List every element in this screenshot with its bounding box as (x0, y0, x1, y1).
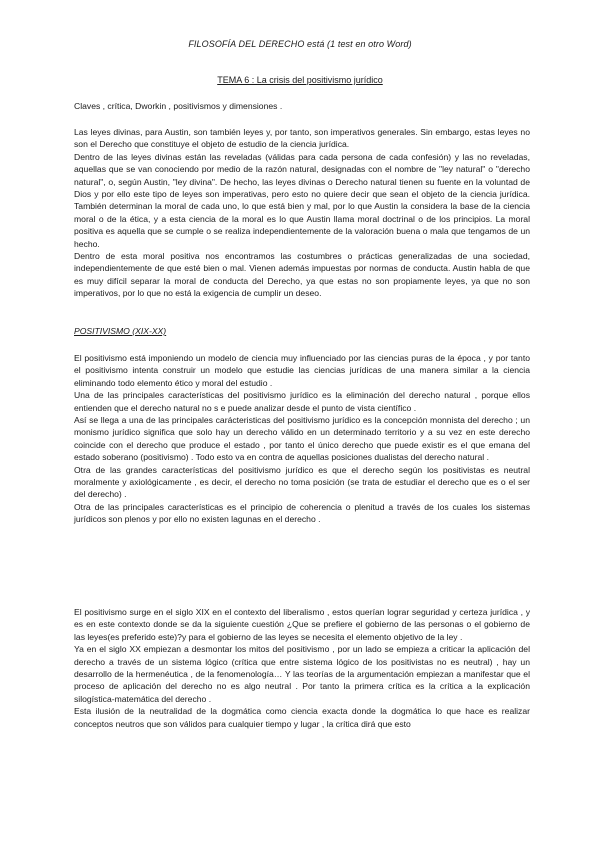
siglo-section (74, 606, 530, 730)
paragraph: El positivismo está imponiendo un modelo de ciencia muy influenciado por las ciencias puras de la época , y por tanto el positivismo intenta construir un modelo que estudie las ciencias jurídicas de una manera similar a la ciencia eliminando todo elemento ético y moral del estudio . (74, 353, 530, 388)
paragraph: Dentro de las leyes divinas están las reveladas (válidas para cada persona de cada confesión) y las no reveladas, aquellas que se van conociendo por medio de la razón natural, designadas con el nombre de "ley natural" o "derecho natural", o, según Austin, "ley divina". De hecho, las leyes divinas o Derecho natural tienen su fuente en la voluntad de Dios y por ello este tipo de leyes son imperativas, pero esto no quiere decir que sean el objeto de la ciencia jurídica. También determinan la moral de cada uno, lo que está bien y mal, por lo que Austin la considera la base de la ciencia moral o de la ética, y a esta ciencia de la moral es lo que Austin llama moral doctrinal o de los principios. La moral positiva es aquella que se cumple o se realiza independientemente de la valoración buena o mala que tengamos de un hecho. (74, 151, 530, 249)
paragraph: Dentro de esta moral positiva nos encontramos las costumbres o prácticas generalizadas de una sociedad, independientemente de que esté bien o mal. Vienen además impuestas por normas de conducta. Austin habla de que es muy difícil separar la moral de conducta del Derecho, ya que estas no son propiamente leyes, ya que no son imperativos, por lo que no está la exigencia de cumplir un deseo. (74, 251, 530, 299)
paragraph: Esta ilusión de la neutralidad de la dogmática como ciencia exacta donde la dogmática lo que hace es realizar conceptos neutros que son válidos para cualquier tiempo y lugar , la crítica dirá que esto (74, 706, 530, 729)
paragraph: Ya en el siglo XX empiezan a desmontar los mitos del positivismo , por un lado se empieza a criticar la aplicación del derecho a través de un sistema lógico (crítica que entre sistema lógico de los positivistas no es neutral) , hay un desarrollo de la hermenéutica , de la fenomenología… Y las teorías de la argumentación empiezan a manifestar que el proceso de aplicación del derecho no es algo neutral . Por tanto la primera crítica es la crítica a la explicación silogística-matemática del derecho . (74, 644, 530, 704)
paragraph: Otra de las principales características es el principio de coherencia o plenitud a través de los cuales los sistemas jurídicos son plenos y por ello no existen lagunas en el derecho . (74, 501, 530, 525)
document-title: TEMA 6 : La crisis del positivismo jurídico (217, 75, 383, 85)
section-heading: POSITIVISMO (XIX-XX) (74, 326, 167, 336)
positivismo-section (74, 352, 530, 526)
paragraph: Las leyes divinas, para Austin, son también leyes y, por tanto, son imperativos generales. Sin embargo, estas leyes no son el Derecho que constituye el objeto de estudio de la ciencia jurídica. (74, 127, 530, 150)
document-header: FILOSOFÍA DEL DERECHO está (1 test en otro Word) (188, 39, 412, 49)
paragraph: Una de las principales características del positivismo jurídico es la eliminación del derecho natural , porque ellos entienden que el derecho natural no s e puede analizar desde el punto de vista científico . (74, 390, 530, 413)
paragraph: El positivismo surge en el siglo XIX en el contexto del liberalismo , estos querían lograr seguridad y certeza jurídica , y es en este contexto donde se da la siguiente cuestión ¿Que se prefiere el gobierno de las personas o el gobierno de las leyes(es preferido este)?y para el gobierno de las leyes se necesita el elemento objetivo de la ley . (74, 607, 530, 642)
paragraph: Así se llega a una de las principales carácteristicas del positivismo jurídico es la concepción monnista del derecho ; un monismo jurídico significa que solo hay un derecho válido en un determinado territorio y a su vez en este derecho coincide con el derecho que produce el estado , por tanto el único derecho que puede existir es el que emana del estado soberano (positivismo) . Todo esto va en contra de aquellas posiciones dualistas del derecho natural . (74, 415, 530, 463)
intro-section (74, 126, 530, 300)
keywords-line: Claves , crítica, Dworkin , positivismos y dimensiones . (74, 101, 283, 111)
paragraph: Otra de las grandes características del positivismo jurídico es que el derecho según los positivistas es neutral moralmente y axiológicamente , es decir, el derecho no toma posición (se trata de estudiar el derecho que es o el ser del derecho) . (74, 464, 530, 500)
